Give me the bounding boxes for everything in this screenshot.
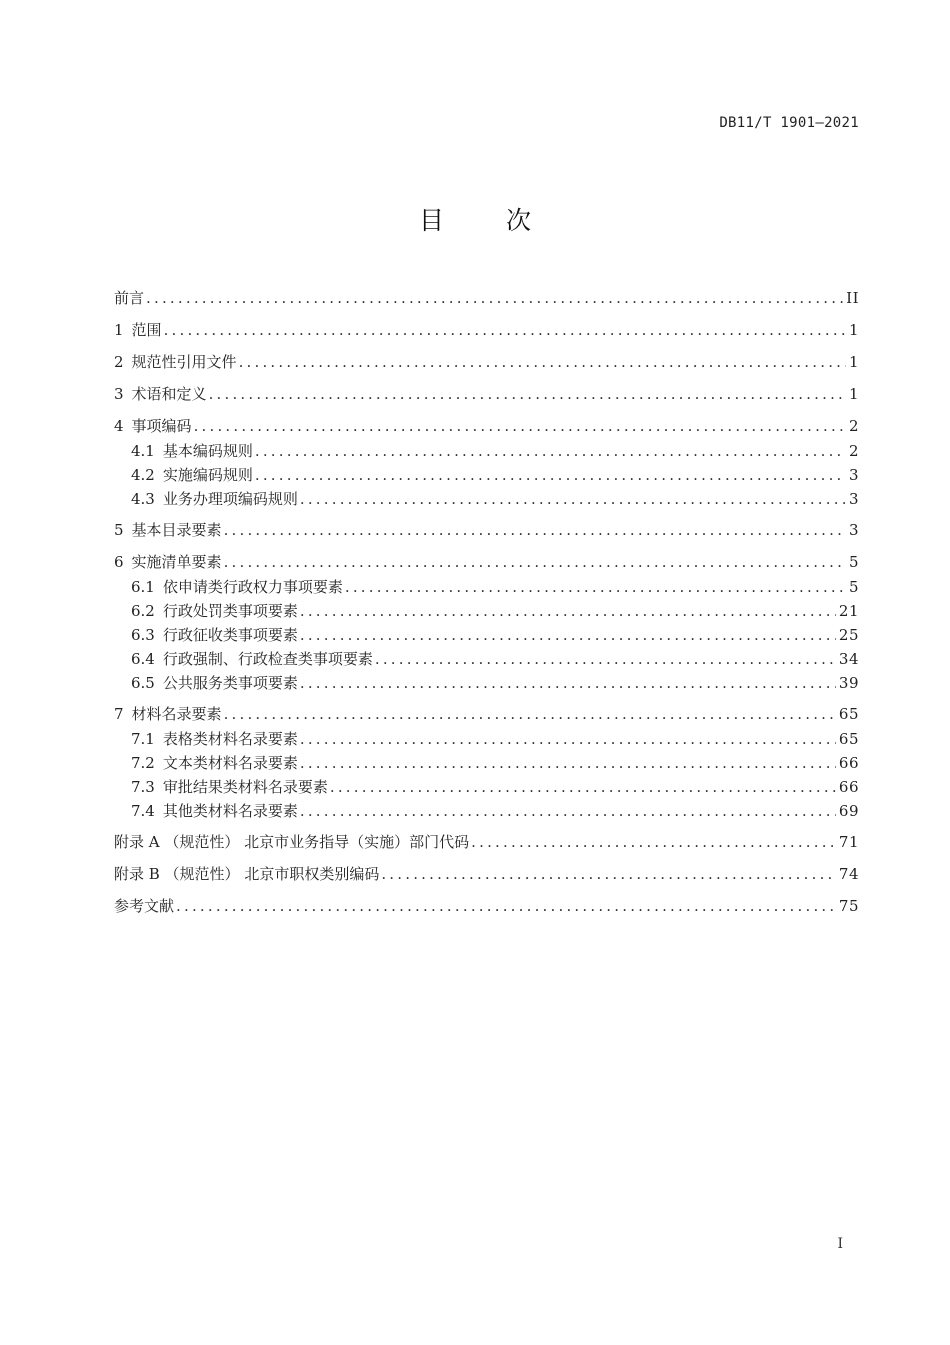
toc-entry-7[interactable]	[114, 703, 859, 725]
toc-entry-references[interactable]	[114, 895, 859, 917]
toc-entry-label: 附录 B （规范性） 北京市职权类别编码	[114, 865, 380, 883]
toc-entry-page: 69	[838, 802, 859, 820]
toc-entry-label: 行政征收类事项要素	[162, 626, 298, 644]
toc-leader-dots	[381, 863, 836, 885]
title-char-2: 次	[506, 206, 532, 235]
toc-entry-label: 实施编码规则	[162, 466, 253, 484]
toc-entry-number: 6.4	[131, 650, 155, 668]
toc-leader-dots	[255, 464, 846, 486]
toc-leader-dots	[330, 776, 836, 798]
toc-entry-label: 参考文献	[114, 897, 175, 915]
toc-entry-4-2[interactable]	[131, 464, 859, 486]
toc-entry-page: 71	[838, 833, 859, 851]
toc-leader-dots	[300, 752, 836, 774]
toc-entry-6-2[interactable]	[131, 600, 859, 622]
toc-entry-label: 事项编码	[131, 417, 192, 435]
toc-entry-number: 1	[114, 321, 124, 339]
toc-leader-dots	[176, 895, 836, 917]
toc-entry-page: 5	[848, 553, 859, 571]
toc-entry-4-3[interactable]	[131, 488, 859, 510]
toc-entry-label: 范围	[131, 321, 162, 339]
toc-entry-label: 术语和定义	[131, 385, 207, 403]
toc-leader-dots	[300, 800, 836, 822]
toc-entry-page: 3	[848, 521, 859, 539]
toc-entry-4[interactable]	[114, 415, 859, 437]
toc-leader-dots	[164, 319, 846, 341]
toc-entry-page: 66	[838, 754, 859, 772]
toc-entry-number: 2	[114, 353, 124, 371]
toc-entry-7-1[interactable]	[131, 728, 859, 750]
toc-leader-dots	[375, 648, 836, 670]
toc-entry-label: 表格类材料名录要素	[162, 730, 298, 748]
toc-entry-number: 4.1	[131, 442, 155, 460]
toc-leader-dots	[239, 351, 846, 373]
toc-entry-label: 附录 A （规范性） 北京市业务指导（实施）部门代码	[114, 833, 470, 851]
toc-entry-label: 基本编码规则	[162, 442, 253, 460]
toc-entry-page: 2	[848, 442, 859, 460]
toc-entry-label: 行政处罚类事项要素	[162, 602, 298, 620]
toc-entry-6-3[interactable]	[131, 624, 859, 646]
toc-entry-label: 规范性引用文件	[131, 353, 237, 371]
toc-entry-6-5[interactable]	[131, 672, 859, 694]
toc-entry-number: 4.3	[131, 490, 155, 508]
toc-entry-page: 3	[848, 466, 859, 484]
toc-entry-6-4[interactable]	[131, 648, 859, 670]
toc-entry-page: 21	[838, 602, 859, 620]
toc-entry-number: 6.1	[131, 578, 155, 596]
toc-entry-label: 公共服务类事项要素	[162, 674, 298, 692]
toc-entry-7-4[interactable]	[131, 800, 859, 822]
toc-leader-dots	[224, 519, 846, 541]
toc-entry-number: 7.1	[131, 730, 155, 748]
toc-entry-number: 6.3	[131, 626, 155, 644]
toc-leader-dots	[300, 728, 836, 750]
toc-entry-page: 34	[838, 650, 859, 668]
toc-entry-label: 实施清单要素	[131, 553, 222, 571]
toc-leader-dots	[146, 287, 843, 309]
toc-entry-number: 6.5	[131, 674, 155, 692]
toc-entry-2[interactable]	[114, 351, 859, 373]
toc-entry-number: 7	[114, 705, 124, 723]
toc-entry-page: 65	[838, 705, 859, 723]
page-number: I	[837, 1236, 843, 1252]
toc-entry-page: 74	[838, 865, 859, 883]
toc-entry-1[interactable]	[114, 319, 859, 341]
toc-entry-appendix-a[interactable]	[114, 831, 859, 853]
toc-leader-dots	[471, 831, 836, 853]
toc-leader-dots	[300, 672, 836, 694]
toc-leader-dots	[194, 415, 846, 437]
toc-entry-6-1[interactable]	[131, 576, 859, 598]
toc-entry-page: 1	[848, 353, 859, 371]
toc-entry-label: 审批结果类材料名录要素	[162, 778, 328, 796]
toc-entry-page: 1	[848, 385, 859, 403]
toc-entry-label: 业务办理项编码规则	[162, 490, 298, 508]
toc-leader-dots	[255, 440, 846, 462]
toc-leader-dots	[224, 703, 836, 725]
toc-entry-number: 6.2	[131, 602, 155, 620]
toc-entry-number: 5	[114, 521, 124, 539]
toc-entry-page: 2	[848, 417, 859, 435]
toc-entry-page: 25	[838, 626, 859, 644]
toc-leader-dots	[300, 600, 836, 622]
toc-entry-page: 75	[838, 897, 859, 915]
toc-entry-number: 7.2	[131, 754, 155, 772]
toc-entry-number: 6	[114, 553, 124, 571]
toc-entry-page: 1	[848, 321, 859, 339]
toc-entry-label: 行政强制、行政检查类事项要素	[162, 650, 373, 668]
toc-entry-number: 4.2	[131, 466, 155, 484]
toc-entry-label: 文本类材料名录要素	[162, 754, 298, 772]
toc-entry-3[interactable]	[114, 383, 859, 405]
toc-entry-label: 依申请类行政权力事项要素	[162, 578, 343, 596]
toc-entry-appendix-b[interactable]	[114, 863, 859, 885]
toc-entry-5[interactable]	[114, 519, 859, 541]
toc-entry-number: 7.4	[131, 802, 155, 820]
toc-leader-dots	[224, 551, 846, 573]
toc-entry-label: 前言	[114, 289, 145, 307]
toc-entry-page: 39	[838, 674, 859, 692]
toc-entry-number: 4	[114, 417, 124, 435]
toc-entry-label: 基本目录要素	[131, 521, 222, 539]
toc-entry-label: 其他类材料名录要素	[162, 802, 298, 820]
toc-entry-number: 3	[114, 385, 124, 403]
toc-entry-foreword[interactable]	[114, 287, 859, 309]
title-char-1: 目	[418, 206, 444, 235]
toc-leader-dots	[300, 488, 846, 510]
toc-leader-dots	[300, 624, 836, 646]
toc-entry-7-3[interactable]	[131, 776, 859, 798]
toc-entry-page: II	[846, 289, 859, 307]
toc-entry-7-2[interactable]	[131, 752, 859, 774]
toc-entry-6[interactable]	[114, 551, 859, 573]
toc-entry-page: 65	[838, 730, 859, 748]
toc-entry-page: 66	[838, 778, 859, 796]
toc-entry-page: 3	[848, 490, 859, 508]
toc-leader-dots	[345, 576, 846, 598]
page-title	[0, 201, 950, 237]
standard-code: DB11/T 1901—2021	[719, 115, 859, 131]
toc-entry-number: 7.3	[131, 778, 155, 796]
toc-entry-page: 5	[848, 578, 859, 596]
toc-entry-4-1[interactable]	[131, 440, 859, 462]
toc-leader-dots	[209, 383, 846, 405]
toc-entry-label: 材料名录要素	[131, 705, 222, 723]
